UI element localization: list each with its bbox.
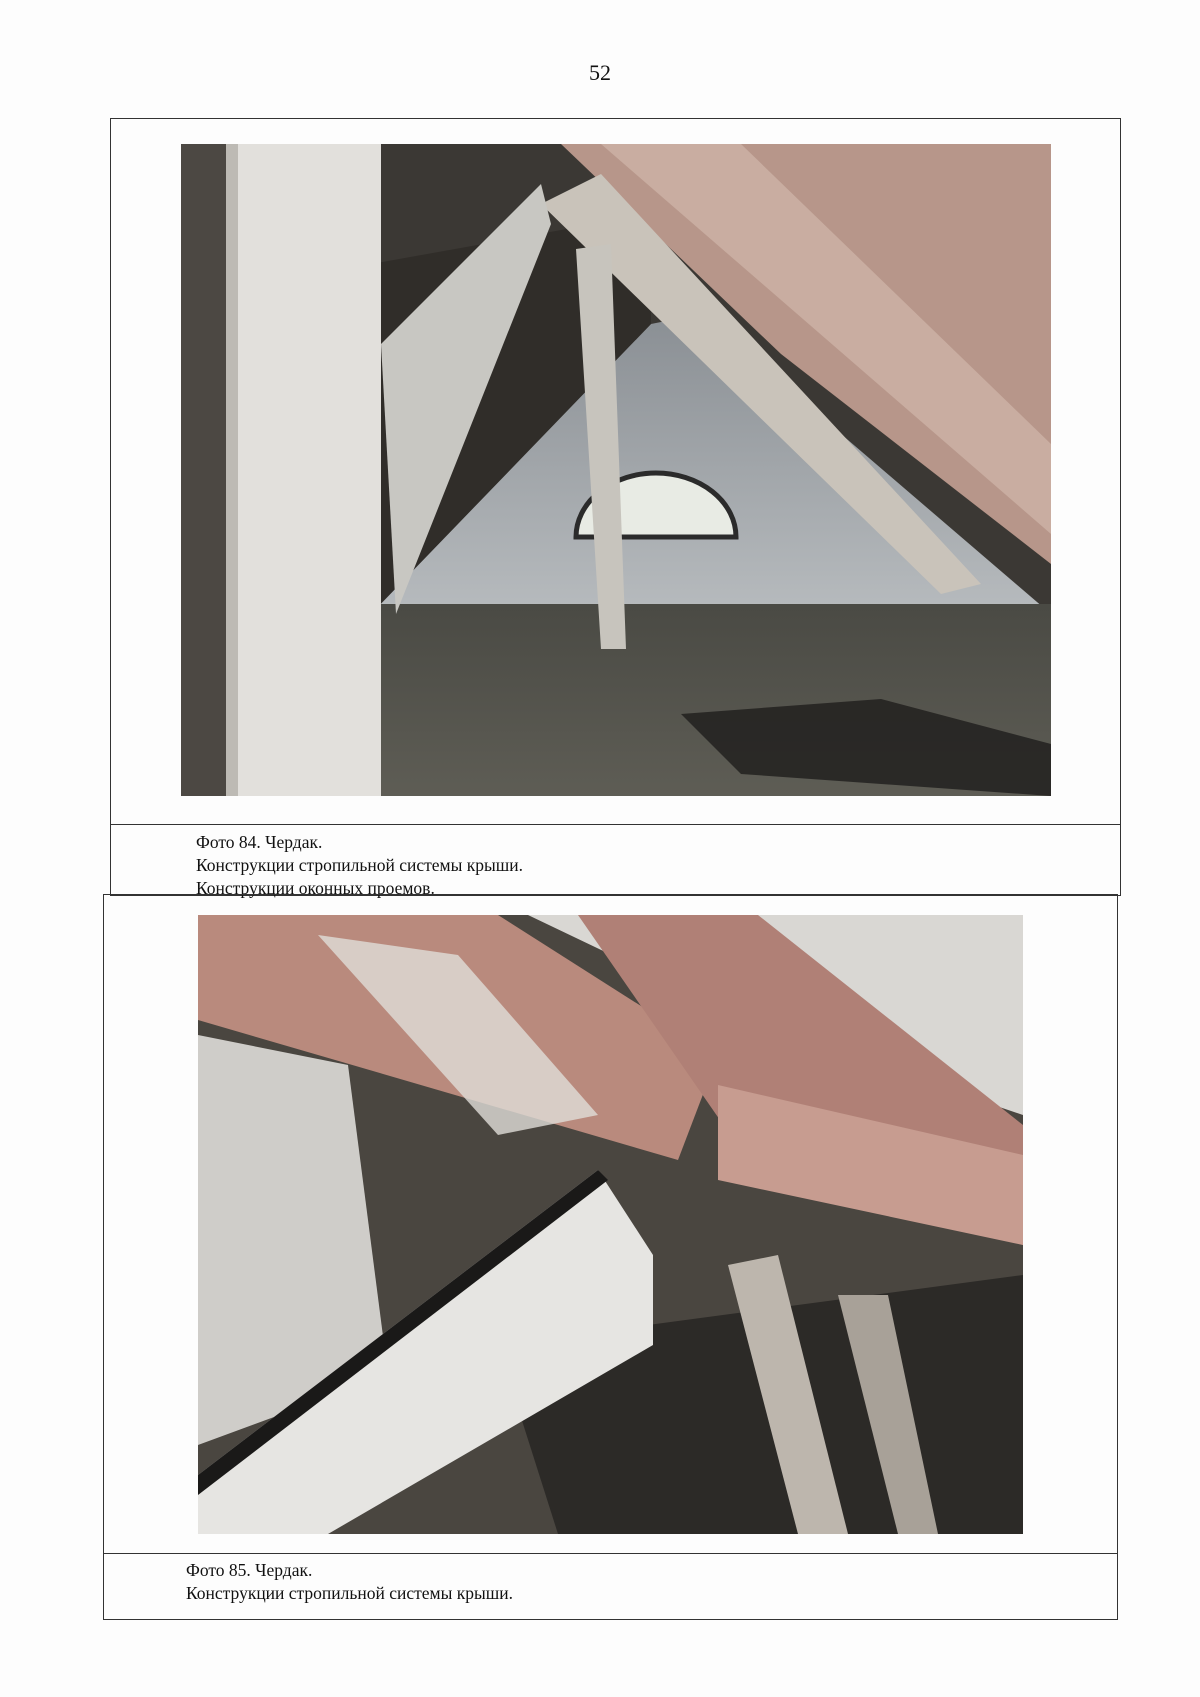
caption-line: Фото 85. Чердак. — [186, 1560, 313, 1580]
caption-line: Конструкции стропильной системы крыши. — [196, 855, 523, 875]
caption-line: Фото 84. Чердак. — [196, 832, 323, 852]
photo-85-cell — [104, 895, 1117, 1554]
photo-84-table — [110, 118, 1121, 896]
page-number: 52 — [589, 60, 611, 85]
photo-84-cell — [111, 119, 1120, 825]
photo-85-caption — [186, 1559, 513, 1605]
caption-line: Конструкции стропильной системы крыши. — [186, 1583, 513, 1603]
photo-84-attic-window — [181, 144, 1051, 796]
photo-84-caption — [196, 831, 523, 900]
caption-line: Конструкции оконных проемов. — [196, 878, 435, 898]
photo-85-rafters — [198, 915, 1023, 1534]
photo-85-table — [103, 894, 1118, 1620]
